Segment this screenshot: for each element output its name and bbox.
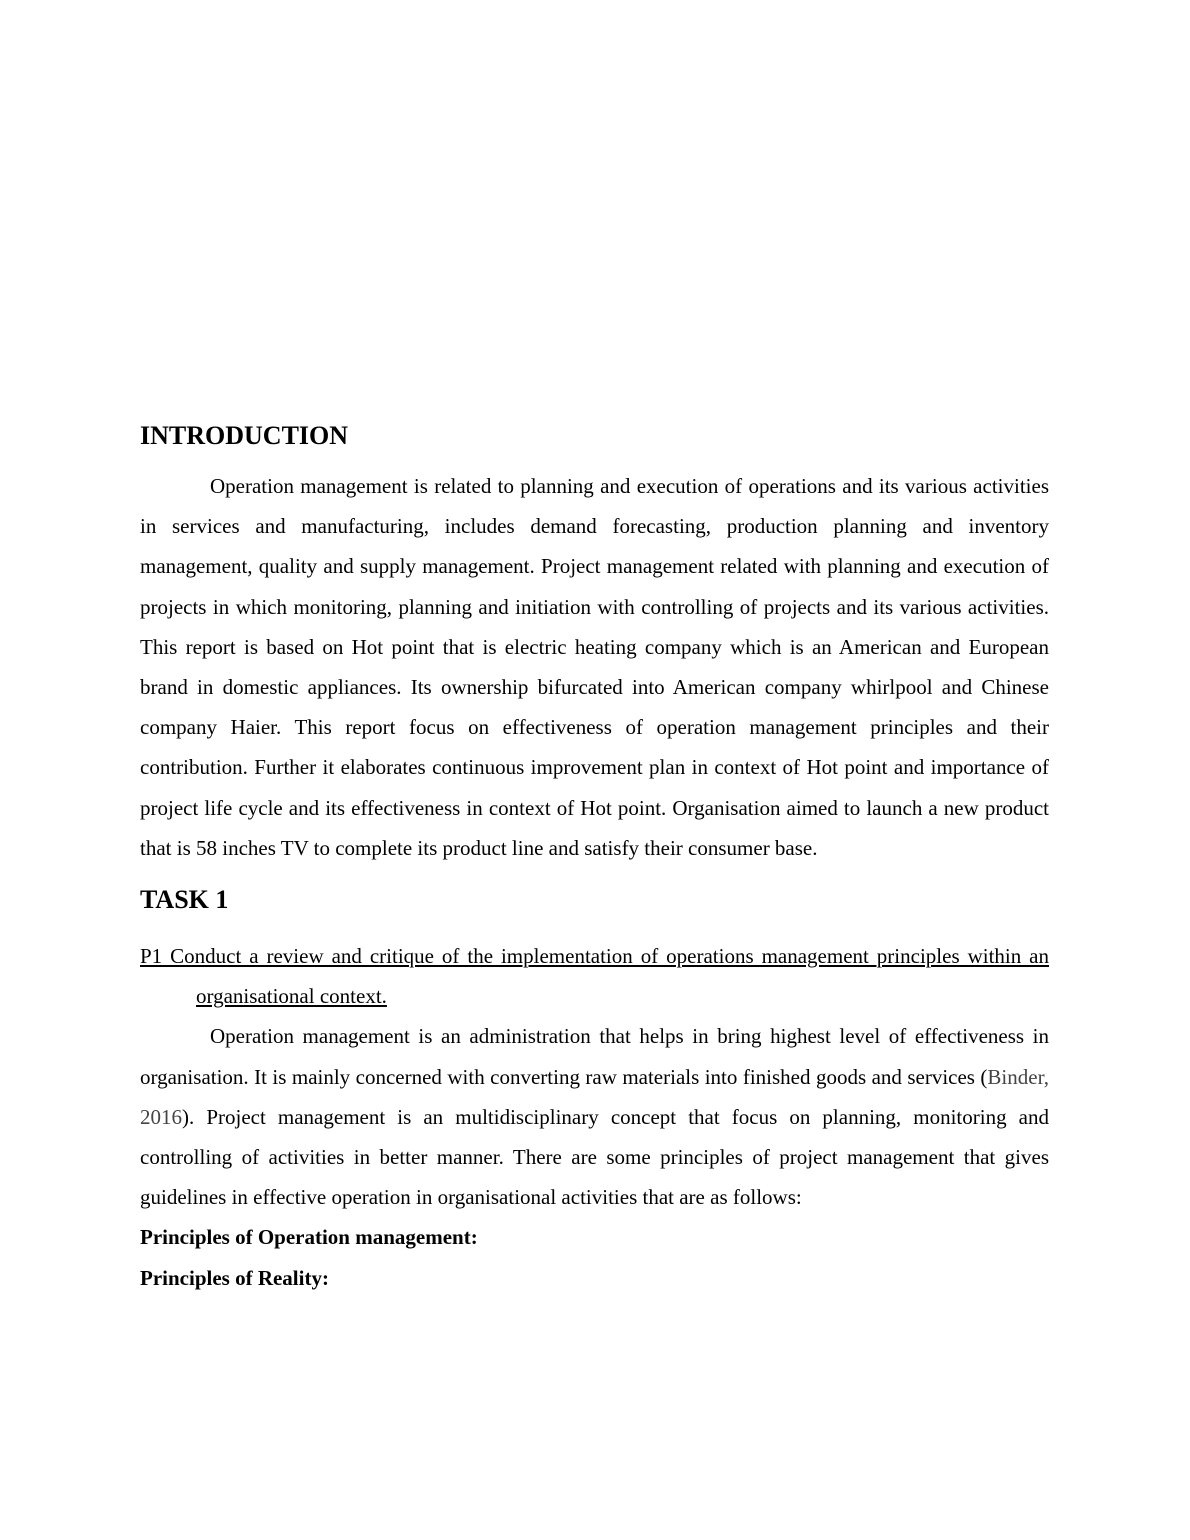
task-1-heading: TASK 1 bbox=[140, 885, 229, 915]
p1-paragraph bbox=[140, 1016, 1049, 1217]
reality-heading: Principles of Reality: bbox=[140, 1265, 329, 1290]
p1-paragraph-text-end: ). Project management is an multidisciplinary concept that focus on planning, monitoring and controlling of activities in better manner. There are some principles of project management that gives guidelines in effective operation in organisational activities that are as follows: bbox=[140, 1104, 1049, 1210]
document-body bbox=[140, 416, 1049, 1298]
p1-subheading: P1 Conduct a review and critique of the implementation of operations management principles within an organisational context. bbox=[140, 944, 1049, 1009]
introduction-paragraph: Operation management is related to planning and execution of operations and its various activities in services and manufacturing, includes demand forecasting, production planning and inventory management, quality and supply management. Project management related with planning and execution of projects in which monitoring, planning and initiation with controlling of projects and its various activities. This report is based on Hot point that is electric heating company which is an American and European brand in domestic appliances. Its ownership bifurcated into American company whirlpool and Chinese company Haier. This report focus on effectiveness of operation management principles and their contribution. Further it elaborates continuous improvement plan in context of Hot point and importance of project life cycle and its effectiveness in context of Hot point. Organisation aimed to launch a new product that is 58 inches TV to complete its product line and satisfy their consumer base. bbox=[140, 474, 1049, 860]
p1-paragraph-text-start: Operation management is an administration that helps in bring highest level of effectiveness in organisation. It is mainly concerned with converting raw materials into finished goods and services ( bbox=[140, 1024, 1049, 1089]
citation-binder-2016: Binder, 2016 bbox=[140, 1064, 1049, 1129]
principles-heading: Principles of Operation management: bbox=[140, 1225, 478, 1250]
introduction-heading: INTRODUCTION bbox=[140, 421, 349, 450]
